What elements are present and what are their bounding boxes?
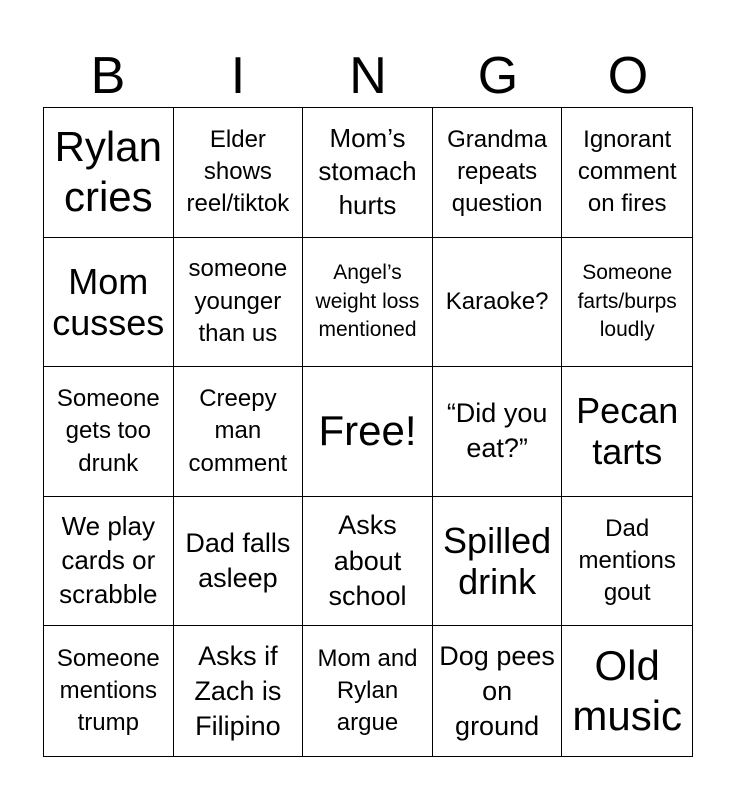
bingo-cell[interactable]: Dog pees on ground bbox=[433, 626, 563, 756]
bingo-cell[interactable]: Pecan tarts bbox=[562, 367, 692, 497]
bingo-cell[interactable]: Creepy man comment bbox=[174, 367, 304, 497]
bingo-cell[interactable]: Dad falls asleep bbox=[174, 497, 304, 627]
bingo-cell[interactable]: Someone gets too drunk bbox=[44, 367, 174, 497]
bingo-cell[interactable]: Elder shows reel/tiktok bbox=[174, 108, 304, 238]
bingo-cell[interactable]: Spilled drink bbox=[433, 497, 563, 627]
header-letter-g: G bbox=[477, 47, 519, 105]
bingo-cell[interactable]: Mom cusses bbox=[44, 238, 174, 368]
bingo-cell[interactable]: Someone farts/burps loudly bbox=[562, 238, 692, 368]
header-letter-o: O bbox=[607, 47, 649, 105]
bingo-cell[interactable]: We play cards or scrabble bbox=[44, 497, 174, 627]
bingo-cell[interactable]: Grandma repeats question bbox=[433, 108, 563, 238]
bingo-cell[interactable]: Asks about school bbox=[303, 497, 433, 627]
bingo-cell[interactable]: “Did you eat?” bbox=[433, 367, 563, 497]
bingo-cell[interactable]: Mom and Rylan argue bbox=[303, 626, 433, 756]
bingo-cell[interactable]: Someone mentions trump bbox=[44, 626, 174, 756]
bingo-cell[interactable]: Angel’s weight loss mentioned bbox=[303, 238, 433, 368]
bingo-cell[interactable]: Asks if Zach is Filipino bbox=[174, 626, 304, 756]
bingo-cell[interactable]: Ignorant comment on fires bbox=[562, 108, 692, 238]
bingo-board bbox=[43, 107, 693, 757]
bingo-header bbox=[43, 44, 693, 108]
header-letter-n: N bbox=[349, 47, 387, 105]
bingo-cell[interactable]: Mom’s stomach hurts bbox=[303, 108, 433, 238]
bingo-cell[interactable]: someone younger than us bbox=[174, 238, 304, 368]
header-letter-b: B bbox=[90, 47, 126, 105]
bingo-cell[interactable]: Dad mentions gout bbox=[562, 497, 692, 627]
bingo-cell[interactable]: Rylan cries bbox=[44, 108, 174, 238]
bingo-free-cell[interactable]: Free! bbox=[303, 367, 433, 497]
header-letter-i: I bbox=[230, 47, 246, 105]
bingo-cell[interactable]: Old music bbox=[572, 641, 683, 740]
bingo-cell[interactable]: Karaoke? bbox=[433, 238, 563, 368]
